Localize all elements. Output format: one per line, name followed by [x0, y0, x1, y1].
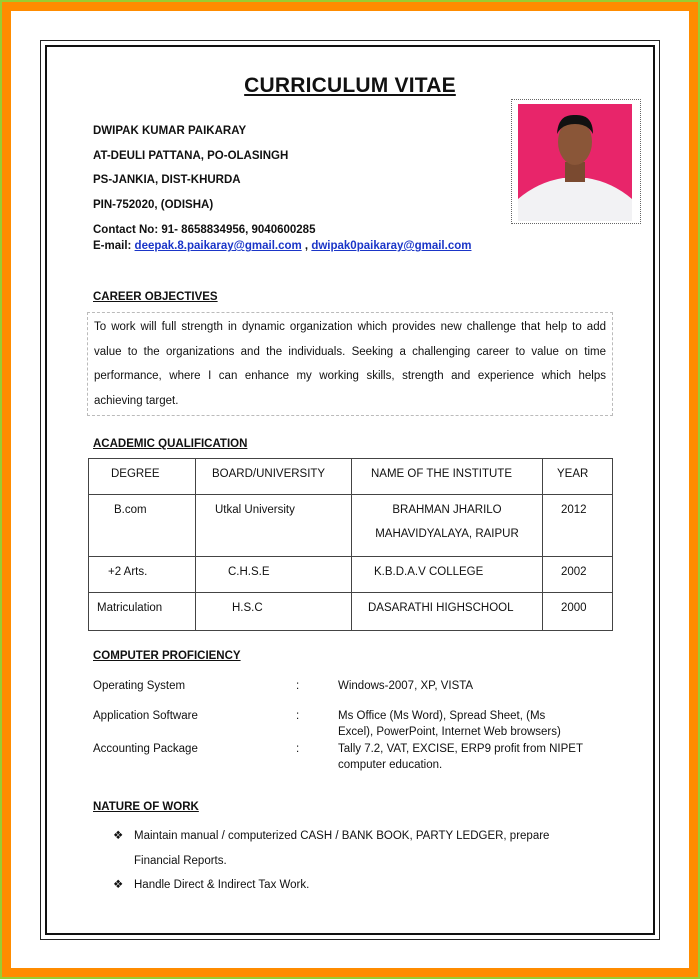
email-line — [93, 239, 471, 253]
diamond-bullet-icon: ❖ — [113, 879, 124, 891]
table-cell: DASARATHI HIGHSCHOOL — [352, 593, 543, 631]
table-cell: 2012 — [543, 495, 613, 557]
skill-value: Ms Office (Ms Word), Spread Sheet, (Ms Excel), PowerPoint, Internet Web browsers) — [338, 710, 561, 738]
skill-label: Operating System — [93, 680, 186, 692]
skill-value: Tally 7.2, VAT, EXCISE, ERP9 profit from NIPET computer education. — [338, 743, 583, 771]
table-row — [89, 593, 613, 631]
column-header: NAME OF THE INSTITUTE — [352, 459, 543, 495]
work-item: Handle Direct & Indirect Tax Work. — [134, 879, 310, 891]
skill-row — [93, 708, 613, 740]
column-header: YEAR — [543, 459, 613, 495]
table-row — [89, 557, 613, 593]
skill-separator: : — [296, 710, 300, 722]
table-cell: 2000 — [543, 593, 613, 631]
table-cell: BRAHMAN JHARILO MAHAVIDYALAYA, RAIPUR — [352, 495, 543, 557]
column-header: BOARD/UNIVERSITY — [196, 459, 352, 495]
computer-proficiency-heading: COMPUTER PROFICIENCY — [93, 650, 241, 662]
table-cell: +2 Arts. — [89, 557, 196, 593]
work-list-item — [87, 824, 613, 873]
document-title: CURRICULUM VITAE — [244, 74, 456, 97]
email-separator: , — [301, 240, 312, 252]
candidate-name: DWIPAK KUMAR PAIKARAY — [93, 125, 247, 137]
work-list-item — [87, 873, 613, 898]
address-line-1: AT-DEULI PATTANA, PO-OLASINGH — [93, 150, 289, 162]
academic-heading: ACADEMIC QUALIFICATION — [93, 438, 248, 450]
address-line-2: PS-JANKIA, DIST-KHURDA — [93, 174, 241, 186]
academic-table — [88, 458, 613, 631]
skill-label: Accounting Package — [93, 743, 198, 755]
table-cell: Matriculation — [89, 593, 196, 631]
email-link-1[interactable]: deepak.8.paikaray@gmail.com — [134, 240, 302, 252]
profile-photo — [511, 99, 641, 224]
table-cell: H.S.C — [196, 593, 352, 631]
career-objectives-text: To work will full strength in dynamic organization which provides new challenge that help to add value to the organizations and the individuals. Seeking a challenging career to value on time performance, where I can enhance my working skills, strength and experience which helps achieving target. — [87, 312, 613, 416]
table-row — [89, 495, 613, 557]
contact-number: Contact No: 91- 8658834956, 9040600285 — [93, 224, 316, 236]
diamond-bullet-icon: ❖ — [113, 830, 124, 842]
career-objectives-heading: CAREER OBJECTIVES — [93, 291, 218, 303]
table-header-row — [89, 459, 613, 495]
email-label: E-mail: — [93, 240, 135, 252]
skill-row — [93, 678, 613, 694]
resume-body — [87, 289, 613, 898]
skill-label: Application Software — [93, 710, 198, 722]
table-cell: 2002 — [543, 557, 613, 593]
table-cell: C.H.S.E — [196, 557, 352, 593]
nature-of-work-list — [87, 824, 613, 898]
work-item: Maintain manual / computerized CASH / BANK BOOK, PARTY LEDGER, prepare Financial Reports. — [134, 830, 550, 867]
computer-proficiency-list — [93, 678, 613, 773]
table-cell: Utkal University — [196, 495, 352, 557]
email-link-2[interactable]: dwipak0paikaray@gmail.com — [311, 240, 472, 252]
table-cell: B.com — [89, 495, 196, 557]
skill-value: Windows-2007, XP, VISTA — [338, 680, 474, 692]
skill-separator: : — [296, 680, 300, 692]
skill-separator: : — [296, 743, 300, 755]
column-header: DEGREE — [89, 459, 196, 495]
pin-code: PIN-752020, (ODISHA) — [93, 199, 214, 211]
table-cell: K.B.D.A.V COLLEGE — [352, 557, 543, 593]
nature-of-work-heading: NATURE OF WORK — [93, 801, 199, 813]
skill-row — [93, 741, 613, 773]
